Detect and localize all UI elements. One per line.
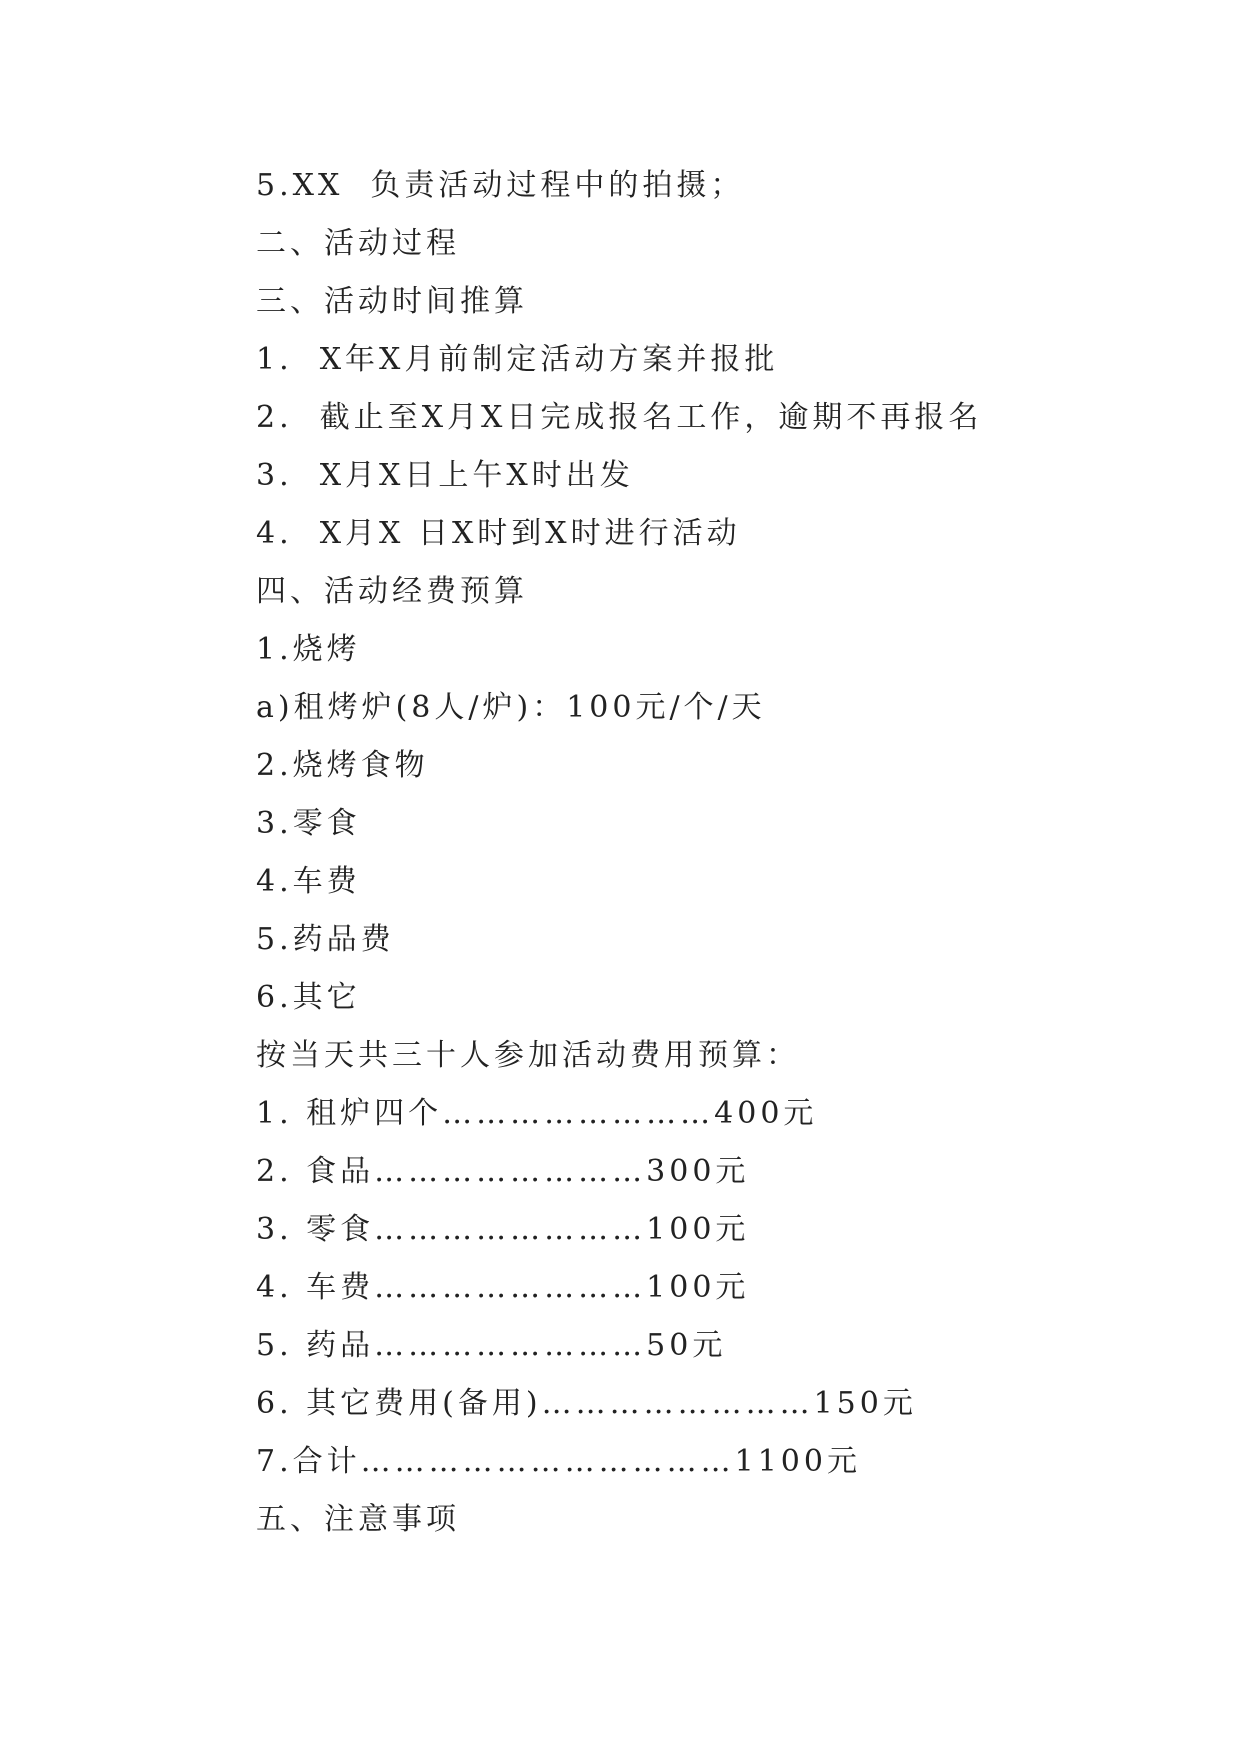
text-line: 2. 截止至X月X日完成报名工作，逾期不再报名 [256, 400, 983, 435]
text-line: 1.烧烤 [256, 632, 361, 667]
budget-line: 4. 车费……………………100元 [256, 1270, 750, 1305]
text-line: 3.零食 [256, 806, 361, 841]
budget-line: 6. 其它费用(备用)……………………150元 [256, 1386, 917, 1421]
text-line: 4. X月X 日X时到X时进行活动 [256, 516, 741, 551]
text-line: 1. X年X月前制定活动方案并报批 [256, 342, 779, 377]
text-line: a)租烤炉(8人/炉)：100元/个/天 [256, 690, 766, 725]
text-line: 2.烧烤食物 [256, 748, 429, 783]
budget-total-line: 7.合计……………………………1100元 [256, 1444, 861, 1479]
text-line: 5.药品费 [256, 922, 395, 957]
budget-line: 1. 租炉四个……………………400元 [256, 1096, 818, 1131]
text-line: 按当天共三十人参加活动费用预算： [256, 1038, 800, 1073]
budget-line: 3. 零食……………………100元 [256, 1212, 750, 1247]
section-heading: 三、活动时间推算 [256, 284, 528, 319]
budget-line: 5. 药品……………………50元 [256, 1328, 727, 1363]
budget-line: 2. 食品……………………300元 [256, 1154, 750, 1189]
section-heading: 五、注意事项 [256, 1502, 460, 1537]
text-line: 6.其它 [256, 980, 361, 1015]
text-line: 5.XX 负责活动过程中的拍摄； [256, 168, 745, 203]
text-line: 3. X月X日上午X时出发 [256, 458, 634, 493]
section-heading: 二、活动过程 [256, 226, 460, 261]
section-heading: 四、活动经费预算 [256, 574, 528, 609]
text-line: 4.车费 [256, 864, 361, 899]
